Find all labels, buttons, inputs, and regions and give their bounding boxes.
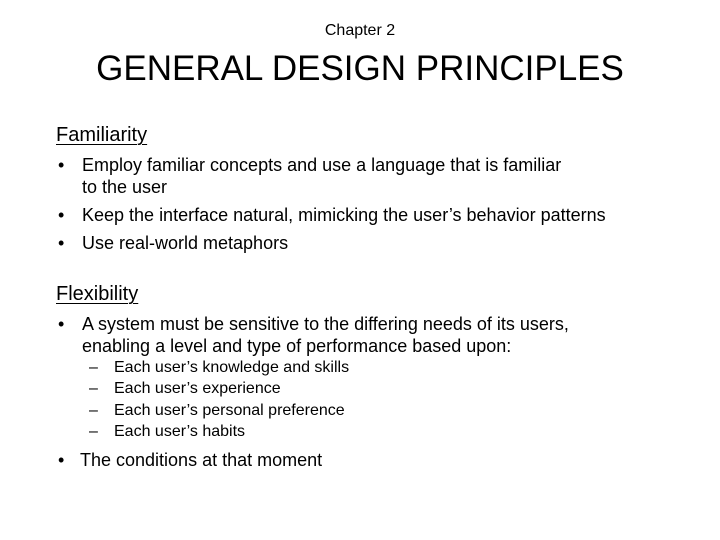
sub-bullet-marker: – [89,402,98,419]
bullet-sensitive-system-line-1: A system must be sensitive to the differing needs of its users, [82,314,569,334]
sub-bullet-marker: – [89,380,98,397]
sub-item-habits: Each user’s habits [114,423,246,440]
section-heading-familiarity: Familiarity [56,124,148,146]
slide-title: GENERAL DESIGN PRINCIPLES [96,49,624,88]
chapter-label: Chapter 2 [324,22,396,39]
bullet-sensitive-system-line-2: enabling a level and type of performance based upon: [82,336,512,356]
bullet-familiar-concepts-line-1: Employ familiar concepts and use a language that is familiar [82,155,562,175]
bullet-conditions-moment: The conditions at that moment [80,450,323,470]
sub-item-personal-preference: Each user’s personal preference [114,402,345,419]
bullet-marker: • [58,450,65,470]
bullet-natural-interface: Keep the interface natural, mimicking the user’s behavior patterns [82,205,606,225]
bullet-marker: • [58,233,65,253]
bullet-marker: • [58,205,65,225]
bullet-marker: • [58,314,65,334]
sub-item-experience: Each user’s experience [114,380,281,397]
section-heading-flexibility: Flexibility [56,283,139,305]
bullet-marker: • [58,155,65,175]
bullet-familiar-concepts-line-2: to the user [82,177,168,197]
sub-bullet-marker: – [89,359,98,376]
sub-item-knowledge-skills: Each user’s knowledge and skills [114,359,350,376]
sub-bullet-marker: – [89,423,98,440]
bullet-real-world-metaphors: Use real-world metaphors [82,233,289,253]
